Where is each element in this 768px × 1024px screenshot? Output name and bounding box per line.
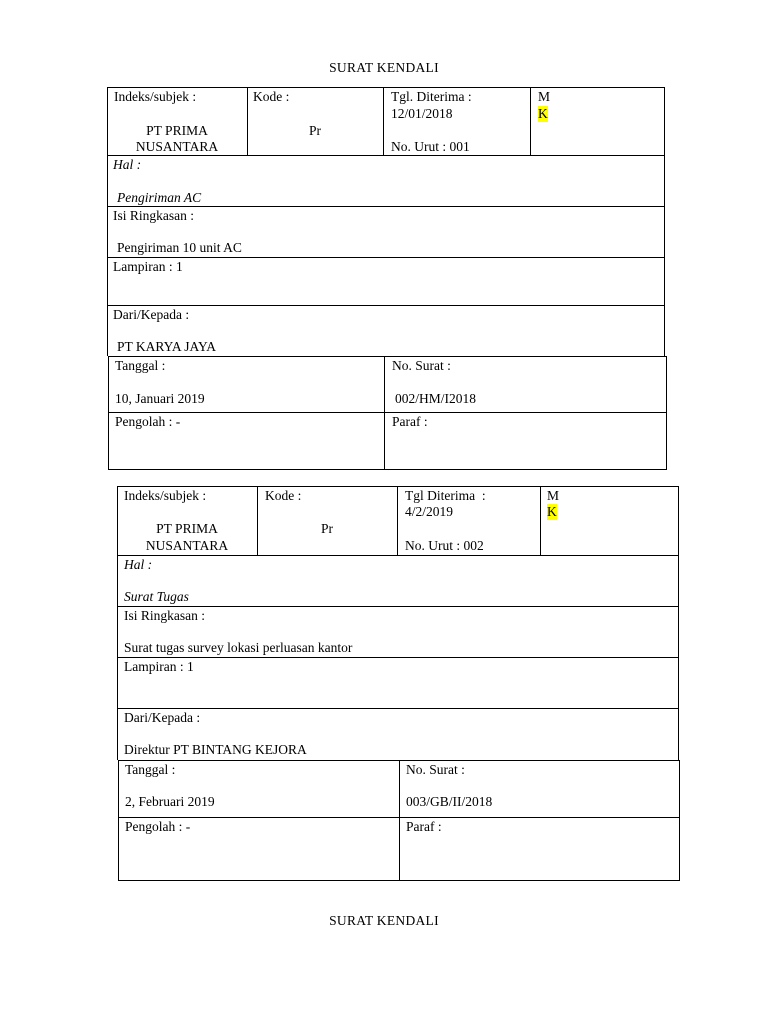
- paraf-label: Paraf :: [406, 819, 442, 834]
- dari-kepada-value: PT KARYA JAYA: [117, 339, 217, 354]
- k-label-highlighted: K: [538, 106, 548, 121]
- no-surat-label: No. Surat :: [392, 358, 451, 373]
- pengolah-paraf-row: [118, 817, 680, 881]
- dari-kepada-row: [117, 708, 679, 760]
- pengolah-text: Pengolah : -: [115, 414, 181, 429]
- kode-cell: [248, 88, 384, 155]
- tanggal-cell: [109, 357, 385, 412]
- pengolah-cell: [119, 818, 400, 880]
- tanggal-surat-row: [118, 760, 680, 818]
- dari-kepada-label: Dari/Kepada :: [124, 710, 201, 725]
- indeks-cell: [118, 487, 258, 555]
- dari-kepada-value: Direktur PT BINTANG KEJORA: [124, 742, 307, 757]
- isi-ringkasan-value: Surat tugas survey lokasi perluasan kantor: [124, 640, 353, 655]
- kode-value: Pr: [320, 521, 333, 536]
- tanggal-cell: [119, 761, 400, 817]
- tanggal-label: Tanggal :: [125, 762, 176, 777]
- hal-row: [117, 555, 679, 607]
- indeks-value-line1: PT PRIMA: [156, 521, 218, 536]
- mk-cell: [541, 487, 678, 555]
- indeks-value-line2: NUSANTARA: [145, 538, 229, 553]
- indeks-label: Indeks/subjek :: [124, 488, 207, 503]
- m-label: M: [538, 89, 551, 104]
- pengolah-paraf-row: [108, 412, 667, 470]
- no-urut: No. Urut : 002: [405, 538, 484, 553]
- pengolah-cell: [109, 413, 385, 469]
- lampiran-text: Lampiran : 1: [124, 659, 194, 674]
- tanggal-value: 2, Februari 2019: [125, 794, 215, 809]
- indeks-cell: [108, 88, 248, 155]
- document-title: SURAT KENDALI: [329, 60, 439, 75]
- indeks-value-line1: PT PRIMA: [146, 123, 208, 138]
- kode-value: Pr: [308, 123, 321, 138]
- paraf-cell: [385, 413, 666, 469]
- no-surat-cell: [400, 761, 679, 817]
- tgl-label: Tgl. Diterima :: [391, 89, 472, 104]
- indeks-value-line2: NUSANTARA: [135, 139, 219, 154]
- tgl-label: Tgl Diterima :: [405, 488, 486, 503]
- isi-ringkasan-row: [107, 206, 665, 258]
- paraf-label: Paraf :: [392, 414, 428, 429]
- header-row: [107, 87, 665, 156]
- no-surat-value: 002/HM/I2018: [395, 391, 476, 406]
- no-surat-cell: [385, 357, 666, 412]
- hal-value: Pengiriman AC: [117, 190, 202, 205]
- tanggal-surat-row: [108, 356, 667, 413]
- lampiran-row: [107, 257, 665, 306]
- no-urut: No. Urut : 001: [391, 139, 470, 154]
- dari-kepada-row: [107, 305, 665, 356]
- isi-ringkasan-value: Pengiriman 10 unit AC: [117, 240, 242, 255]
- kode-label: Kode :: [253, 89, 290, 104]
- tanggal-label: Tanggal :: [115, 358, 166, 373]
- tanggal-value: 10, Januari 2019: [115, 391, 205, 406]
- kode-cell: [258, 487, 398, 555]
- k-label-highlighted: K: [547, 504, 557, 519]
- isi-ringkasan-label: Isi Ringkasan :: [113, 208, 194, 223]
- kode-label: Kode :: [265, 488, 302, 503]
- no-surat-label: No. Surat :: [406, 762, 465, 777]
- indeks-label: Indeks/subjek :: [114, 89, 197, 104]
- pengolah-text: Pengolah : -: [125, 819, 191, 834]
- isi-ringkasan-row: [117, 606, 679, 658]
- paraf-cell: [400, 818, 679, 880]
- document-title-bottom: SURAT KENDALI: [329, 913, 439, 928]
- header-row: [117, 486, 679, 556]
- hal-label: Hal :: [124, 557, 153, 572]
- hal-label: Hal :: [113, 157, 142, 172]
- tgl-value: 12/01/2018: [391, 106, 453, 121]
- tgl-cell: [384, 88, 531, 155]
- lampiran-row: [117, 657, 679, 709]
- m-label: M: [547, 488, 560, 503]
- tgl-cell: [398, 487, 541, 555]
- no-surat-value: 003/GB/II/2018: [406, 794, 493, 809]
- mk-cell: [531, 88, 664, 155]
- tgl-value: 4/2/2019: [405, 504, 454, 519]
- dari-kepada-label: Dari/Kepada :: [113, 307, 190, 322]
- isi-ringkasan-label: Isi Ringkasan :: [124, 608, 205, 623]
- lampiran-text: Lampiran : 1: [113, 259, 183, 274]
- hal-value: Surat Tugas: [124, 589, 189, 604]
- hal-row: [107, 155, 665, 207]
